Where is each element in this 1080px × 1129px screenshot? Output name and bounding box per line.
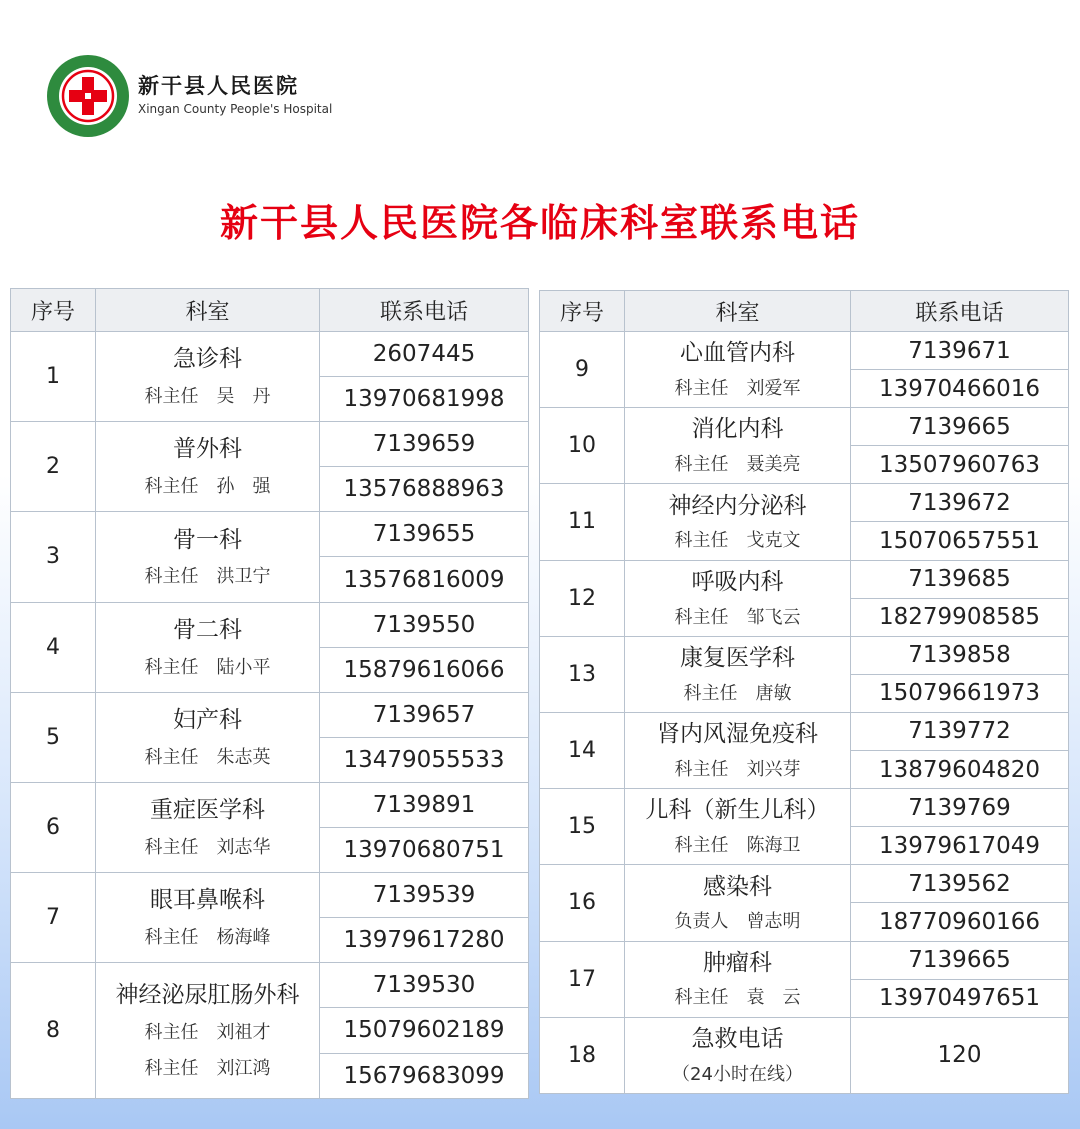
department-name: 感染科 <box>703 873 772 900</box>
department-cell <box>625 789 851 865</box>
hospital-name-cn: 新干县人民医院 <box>138 73 299 98</box>
phone-number: 13576816009 <box>320 557 529 602</box>
phone-number: 7139672 <box>851 484 1069 522</box>
department-head: 负责人 曾志明 <box>674 911 801 933</box>
table-row <box>540 560 1069 598</box>
phone-number: 7139530 <box>320 963 529 1008</box>
header-no: 序号 <box>11 289 96 332</box>
department-cell <box>96 422 320 512</box>
department-name: 急诊科 <box>173 346 242 373</box>
department-cell <box>625 332 851 408</box>
department-name: 儿科（新生儿科） <box>645 797 830 824</box>
phone-number: 7139657 <box>320 692 529 737</box>
department-head: 科主任 陈海卫 <box>674 835 801 857</box>
phone-number: 13979617280 <box>320 918 529 963</box>
department-cell <box>625 408 851 484</box>
phone-number: 13970497651 <box>851 979 1069 1017</box>
table-row <box>11 873 529 918</box>
phone-number: 7139671 <box>851 332 1069 370</box>
department-name: 骨二科 <box>173 616 242 643</box>
department-cell <box>96 963 320 1098</box>
header-no: 序号 <box>540 291 625 332</box>
table-row <box>540 332 1069 370</box>
row-number: 10 <box>540 408 625 484</box>
table-row <box>540 484 1069 522</box>
table-row <box>11 512 529 557</box>
department-cell <box>625 712 851 788</box>
phone-number: 7139769 <box>851 789 1069 827</box>
phone-number: 15679683099 <box>320 1053 529 1098</box>
department-cell <box>96 782 320 872</box>
phone-number: 18770960166 <box>851 903 1069 941</box>
department-cell <box>625 560 851 636</box>
department-name: 骨一科 <box>173 526 242 553</box>
department-cell <box>625 865 851 941</box>
department-name: 神经内分泌科 <box>668 492 807 519</box>
row-number: 17 <box>540 941 625 1017</box>
phone-number: 13970681998 <box>320 377 529 422</box>
row-number: 2 <box>11 422 96 512</box>
department-name: 神经泌尿肛肠外科 <box>115 982 300 1009</box>
department-name: 妇产科 <box>173 706 242 733</box>
table-row <box>11 602 529 647</box>
department-name: 重症医学科 <box>150 797 265 824</box>
department-head: 科主任 袁 云 <box>674 987 801 1009</box>
page-title: 新干县人民医院各临床科室联系电话 <box>219 200 860 245</box>
hospital-logo <box>46 54 130 138</box>
phone-number: 13479055533 <box>320 737 529 782</box>
department-head: 科主任 刘江鸿 <box>144 1057 271 1079</box>
department-head: 科主任 洪卫宁 <box>144 566 271 588</box>
department-head: 科主任 杨海峰 <box>144 927 271 949</box>
phone-number: 15079661973 <box>851 674 1069 712</box>
row-number: 9 <box>540 332 625 408</box>
header-row <box>540 291 1069 332</box>
table-row <box>540 408 1069 446</box>
department-name: 心血管内科 <box>680 340 795 367</box>
row-number: 13 <box>540 636 625 712</box>
department-cell <box>96 512 320 602</box>
header-phone: 联系电话 <box>320 289 529 332</box>
table-row <box>11 692 529 737</box>
department-cell <box>625 484 851 560</box>
phone-number: 120 <box>851 1017 1069 1093</box>
phone-number: 13879604820 <box>851 751 1069 789</box>
department-cell <box>625 1017 851 1093</box>
phone-number: 7139539 <box>320 873 529 918</box>
table-row <box>11 782 529 827</box>
row-number: 12 <box>540 560 625 636</box>
phone-number: 7139550 <box>320 602 529 647</box>
header-dept: 科室 <box>625 291 851 332</box>
phone-number: 7139772 <box>851 712 1069 750</box>
phone-number: 7139562 <box>851 865 1069 903</box>
department-cell <box>625 636 851 712</box>
phone-number: 7139858 <box>851 636 1069 674</box>
department-head: 科主任 邹飞云 <box>674 606 801 628</box>
row-number: 16 <box>540 865 625 941</box>
table-row <box>540 941 1069 979</box>
department-head: 科主任 陆小平 <box>144 656 271 678</box>
department-head: 科主任 孙 强 <box>144 476 271 498</box>
department-name: 康复医学科 <box>680 644 795 671</box>
row-number: 5 <box>11 692 96 782</box>
department-name: 急救电话 <box>691 1025 784 1052</box>
department-name: 肿瘤科 <box>703 949 772 976</box>
department-cell <box>96 873 320 963</box>
department-head: 科主任 唐敏 <box>683 682 792 704</box>
department-name: 普外科 <box>173 436 242 463</box>
row-number: 7 <box>11 873 96 963</box>
phone-number: 13970680751 <box>320 828 529 873</box>
phone-number: 13979617049 <box>851 827 1069 865</box>
phone-number: 15879616066 <box>320 647 529 692</box>
department-cell <box>96 692 320 782</box>
table-row <box>540 1017 1069 1093</box>
phone-number: 7139655 <box>320 512 529 557</box>
header-row <box>11 289 529 332</box>
department-head: 科主任 吴 丹 <box>144 385 271 407</box>
department-cell <box>96 602 320 692</box>
department-head: 科主任 刘兴芽 <box>674 758 801 780</box>
phone-number: 7139891 <box>320 782 529 827</box>
phone-number: 13576888963 <box>320 467 529 512</box>
department-head: （24小时在线） <box>672 1063 803 1085</box>
phone-number: 15070657551 <box>851 522 1069 560</box>
row-number: 6 <box>11 782 96 872</box>
phone-number: 13970466016 <box>851 370 1069 408</box>
table-row <box>540 865 1069 903</box>
row-number: 4 <box>11 602 96 692</box>
table-row <box>540 636 1069 674</box>
department-head: 科主任 聂美亮 <box>674 454 801 476</box>
table-row <box>11 963 529 1008</box>
table-row <box>540 789 1069 827</box>
department-head: 科主任 刘志华 <box>144 836 271 858</box>
phone-number: 13507960763 <box>851 446 1069 484</box>
table-row <box>540 712 1069 750</box>
department-name: 消化内科 <box>691 416 784 443</box>
department-head: 科主任 刘祖才 <box>144 1021 271 1043</box>
header-dept: 科室 <box>96 289 320 332</box>
department-head: 科主任 朱志英 <box>144 746 271 768</box>
phone-number: 2607445 <box>320 332 529 377</box>
row-number: 3 <box>11 512 96 602</box>
department-cell <box>625 941 851 1017</box>
phone-number: 7139665 <box>851 408 1069 446</box>
row-number: 8 <box>11 963 96 1098</box>
phone-number: 7139685 <box>851 560 1069 598</box>
department-name: 呼吸内科 <box>691 568 784 595</box>
contact-table-left <box>10 288 529 1099</box>
phone-number: 18279908585 <box>851 598 1069 636</box>
row-number: 14 <box>540 712 625 788</box>
contact-table-right <box>539 290 1069 1094</box>
phone-number: 7139665 <box>851 941 1069 979</box>
header-phone: 联系电话 <box>851 291 1069 332</box>
row-number: 1 <box>11 332 96 422</box>
hospital-name-en: Xingan County People's Hospital <box>138 102 333 116</box>
row-number: 15 <box>540 789 625 865</box>
table-row <box>11 332 529 377</box>
department-name: 眼耳鼻喉科 <box>150 887 265 914</box>
department-head: 科主任 戈克文 <box>674 530 801 552</box>
department-cell <box>96 332 320 422</box>
row-number: 11 <box>540 484 625 560</box>
phone-number: 15079602189 <box>320 1008 529 1053</box>
table-row <box>11 422 529 467</box>
phone-number: 7139659 <box>320 422 529 467</box>
department-head: 科主任 刘爱军 <box>674 377 801 399</box>
row-number: 18 <box>540 1017 625 1093</box>
department-name: 肾内风湿免疫科 <box>657 721 818 748</box>
